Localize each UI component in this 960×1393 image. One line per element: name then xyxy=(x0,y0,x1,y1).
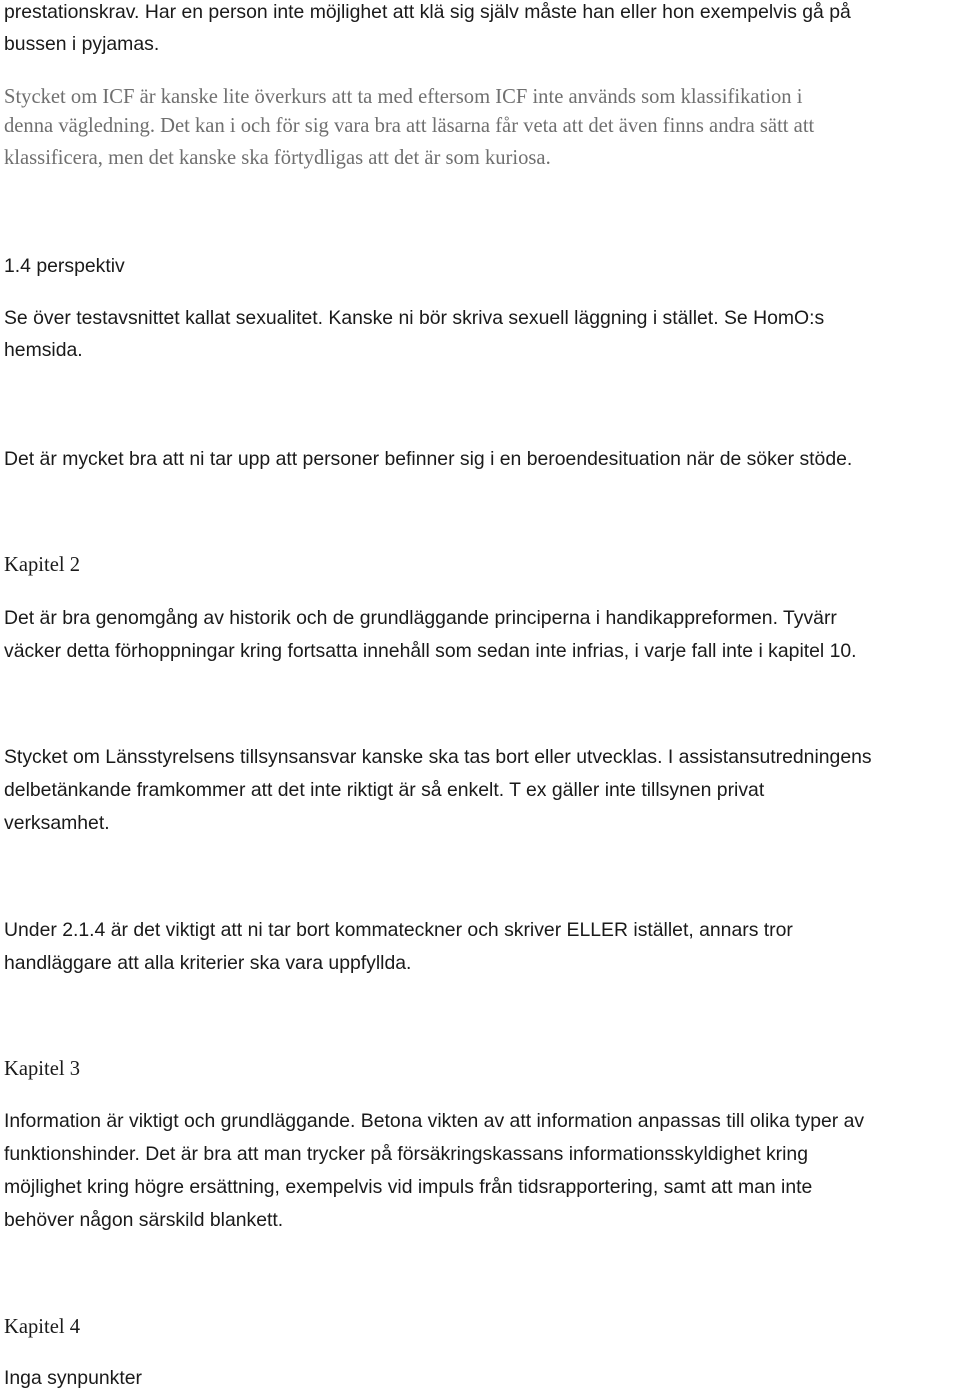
kapitel-2-para-1-line-1: Det är bra genomgång av historik och de grundläggande principerna i handikappreformen. Tyvärr xyxy=(4,607,837,629)
kapitel-2-para-2-line-2: delbetänkande framkommer att det inte riktigt är så enkelt. T ex gäller inte tillsynen privat xyxy=(4,779,765,801)
section-1-4-para-1-line-1: Se över testavsnittet kallat sexualitet. Kanske ni bör skriva sexuell läggning i stället. Se HomO:s xyxy=(4,307,825,329)
kapitel-2-para-1-line-2: väcker detta förhoppningar kring fortsatta innehåll som sedan inte infrias, i varje fall inte i kapitel 10. xyxy=(4,640,857,662)
icf-paragraph-line-3: klassificera, men det kanske ska förtydligas att det är som kuriosa. xyxy=(4,147,551,169)
section-1-4-para-1-line-2: hemsida. xyxy=(4,339,83,361)
kapitel-2-para-2-line-3: verksamhet. xyxy=(4,812,110,834)
intro-line-2: bussen i pyjamas. xyxy=(4,33,160,55)
kapitel-3-para-1-line-2: funktionshinder. Det är bra att man trycker på försäkringskassans informationsskyldighet kring xyxy=(4,1143,809,1165)
kapitel-2-para-2-line-1: Stycket om Länsstyrelsens tillsynsansvar kanske ska tas bort eller utvecklas. I assistansutredningens xyxy=(4,746,872,768)
intro-line-1: prestationskrav. Har en person inte möjlighet att klä sig själv måste han eller hon exempelvis gå på xyxy=(4,1,851,23)
kapitel-2-para-3-line-1: Under 2.1.4 är det viktigt att ni tar bort kommateckner och skriver ELLER istället, annars tror xyxy=(4,919,793,941)
kapitel-3-para-1-line-1: Information är viktigt och grundläggande. Betona vikten av att information anpassas till olika typer av xyxy=(4,1110,865,1132)
kapitel-2-heading: Kapitel 2 xyxy=(4,554,81,576)
icf-paragraph-line-2: denna vägledning. Det kan i och för sig vara bra att läsarna får veta att det även finns andra sätt att xyxy=(4,115,815,137)
kapitel-3-para-1-line-4: behöver någon särskild blankett. xyxy=(4,1209,284,1231)
kapitel-3-para-1-line-3: möjlighet kring högre ersättning, exempelvis vid impuls från tidsrapportering, samt att man inte xyxy=(4,1176,813,1198)
kapitel-4-para-1-line-1: Inga synpunkter xyxy=(4,1367,142,1389)
kapitel-4-heading: Kapitel 4 xyxy=(4,1316,81,1338)
section-1-4-para-2-line-1: Det är mycket bra att ni tar upp att personer befinner sig i en beroendesituation när de söker stöde. xyxy=(4,448,853,470)
kapitel-3-heading: Kapitel 3 xyxy=(4,1058,81,1080)
kapitel-2-para-3-line-2: handläggare att alla kriterier ska vara uppfyllda. xyxy=(4,952,412,974)
icf-paragraph-line-1: Stycket om ICF är kanske lite överkurs att ta med eftersom ICF inte används som klassifikation i xyxy=(4,86,803,108)
section-1-4-heading: 1.4 perspektiv xyxy=(4,255,125,277)
